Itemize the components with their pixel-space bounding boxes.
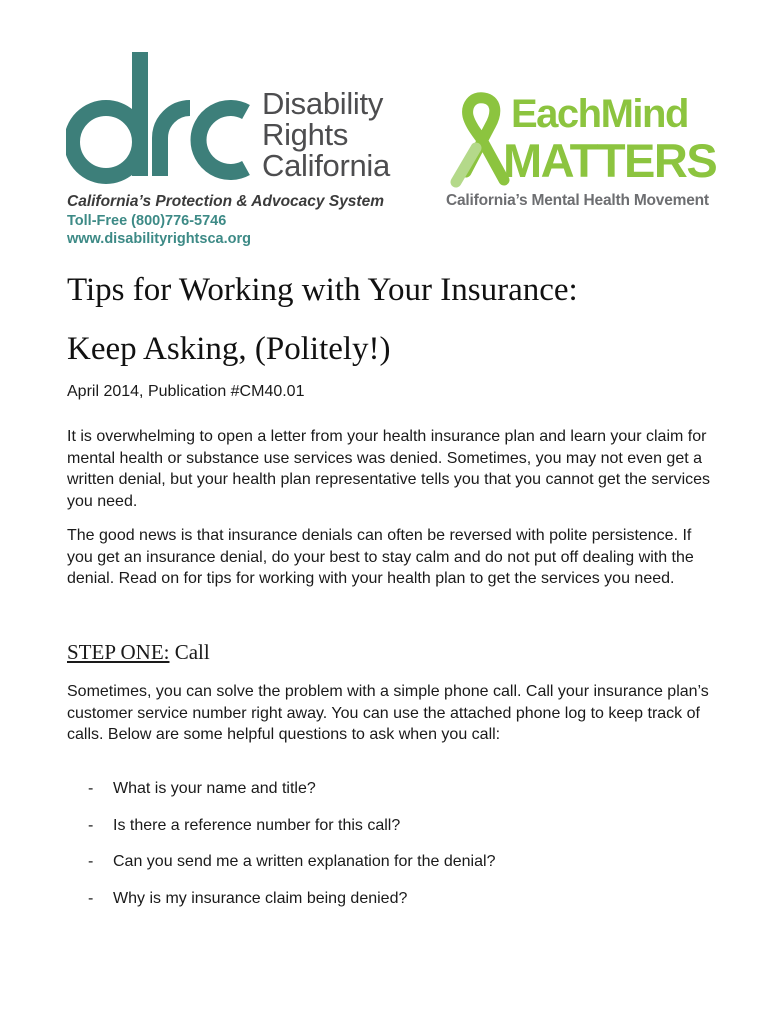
list-bullet: - xyxy=(88,816,94,834)
list-bullet: - xyxy=(88,889,94,907)
document-title-line1: Tips for Working with Your Insurance: xyxy=(67,272,578,308)
emm-line1: EachMind xyxy=(511,92,688,136)
intro-paragraph: It is overwhelming to open a letter from your health insurance plan and learn your claim for mental health or substance use services was denied. Sometimes, you may not even get a written denial, but your health plan representative tells you that you cannot get the services you need. xyxy=(67,428,711,510)
list-bullet: - xyxy=(88,780,94,797)
good-news-paragraph: The good news is that insurance denials can often be reversed with polite persistence. If you get an insurance denial, do your best to stay calm and do not put off dealing with the denial. Read on for tips for working with your health plan to get the services you need. xyxy=(67,527,694,587)
list-bullet: - xyxy=(88,853,94,870)
drc-phone: Toll-Free (800)776-5746 xyxy=(67,213,227,229)
drc-name-line: California xyxy=(262,148,390,183)
question-text: Why is my insurance claim being denied? xyxy=(113,889,408,907)
drc-tagline: California’s Protection & Advocacy System xyxy=(67,193,384,210)
drc-name xyxy=(262,88,432,181)
emm-subtitle: California’s Mental Health Movement xyxy=(446,192,709,209)
step-one-paragraph: Sometimes, you can solve the problem with a simple phone call. Call your insurance plan’s customer service number right away. You can use the attached phone log to keep track of calls. Below are some helpful questions to ask when you call: xyxy=(67,683,709,743)
question-text: Is there a reference number for this call? xyxy=(113,816,401,834)
step-one-heading xyxy=(67,640,210,665)
drc-name-line: Rights xyxy=(262,117,349,152)
step-one-title: Call xyxy=(169,640,210,664)
emm-line2: MATTERS xyxy=(503,134,717,187)
drc-logo-icon xyxy=(66,52,256,200)
document-title-line2: Keep Asking, (Politely!) xyxy=(67,331,391,367)
publication-info: April 2014, Publication #CM40.01 xyxy=(67,383,305,400)
drc-website: www.disabilityrightsca.org xyxy=(67,231,251,247)
question-text: What is your name and title? xyxy=(113,780,316,797)
step-one-label: STEP ONE: xyxy=(67,640,170,664)
drc-name-line: Disability xyxy=(262,86,384,121)
drc-contact xyxy=(67,212,251,248)
question-text: Can you send me a written explanation for the denial? xyxy=(113,853,496,870)
